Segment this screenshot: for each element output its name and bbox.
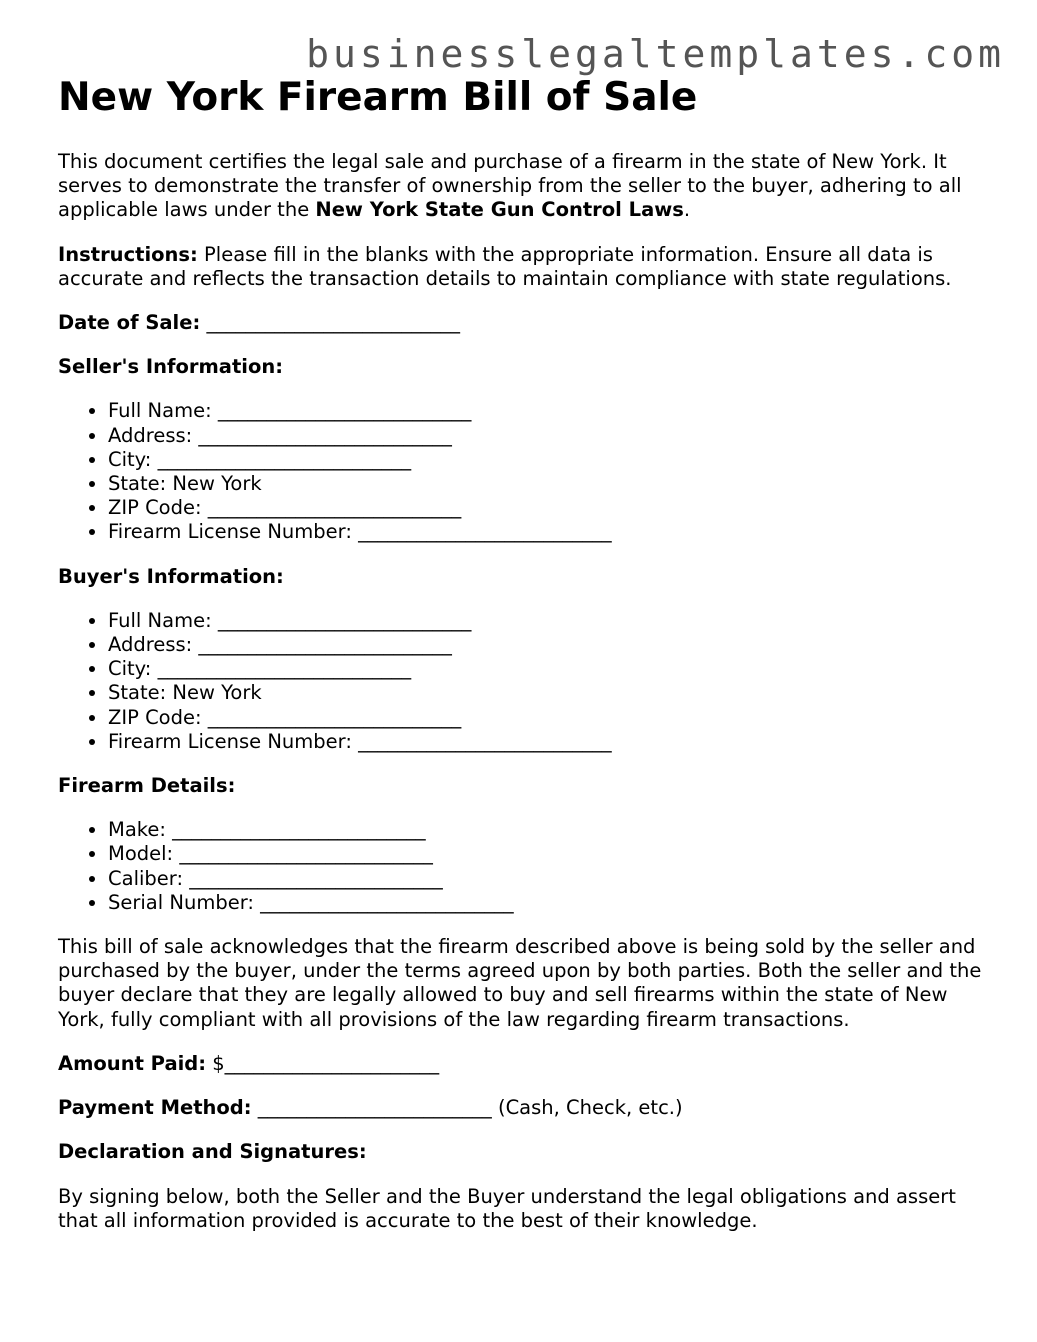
buyer-zip-field: • ZIP Code: __________________________ bbox=[108, 706, 988, 730]
amount-paid-field: $______________________ bbox=[206, 1051, 440, 1075]
buyer-full-name-field: • Full Name: __________________________ bbox=[108, 609, 988, 633]
instructions-paragraph bbox=[58, 243, 988, 291]
acknowledgement-paragraph: This bill of sale acknowledges that the firearm described above is being sold by the seller and purchased by the buyer, under the terms agreed upon by both parties. Both the seller and the buyer declare that they are legally allowed to buy and sell firearms within the state of New York, fully compliant with all provisions of the law regarding firearm transactions. bbox=[58, 935, 982, 1031]
seller-heading: Seller's Information: bbox=[58, 355, 284, 379]
seller-state-field: • State: New York bbox=[108, 472, 988, 496]
instructions-text: Please fill in the blanks with the appropriate information. Ensure all data is accurate and reflects the transaction details to maintain compliance with state regulations. bbox=[58, 242, 952, 290]
seller-address-field: • Address: __________________________ bbox=[108, 424, 988, 448]
site-watermark: businesslegaltemplates.com bbox=[306, 32, 1005, 76]
buyer-city-field: • City: __________________________ bbox=[108, 657, 988, 681]
amount-paid-line bbox=[58, 1052, 988, 1076]
document-title: New York Firearm Bill of Sale bbox=[58, 75, 698, 120]
date-of-sale-line bbox=[58, 311, 988, 335]
buyer-fields-list bbox=[58, 609, 988, 754]
document-body bbox=[58, 72, 988, 1233]
amount-paid-label: Amount Paid: bbox=[58, 1051, 207, 1075]
buyer-state-field: • State: New York bbox=[108, 681, 988, 705]
seller-fields-list bbox=[58, 399, 988, 544]
payment-method-field: ________________________ (Cash, Check, etc.) bbox=[251, 1096, 683, 1120]
intro-end: . bbox=[683, 198, 691, 222]
payment-method-line bbox=[58, 1096, 988, 1120]
date-of-sale-field: __________________________ bbox=[200, 311, 460, 335]
intro-paragraph bbox=[58, 150, 988, 223]
buyer-heading: Buyer's Information: bbox=[58, 564, 284, 588]
firearm-make-field: • Make: __________________________ bbox=[108, 818, 988, 842]
firearm-heading: Firearm Details: bbox=[58, 774, 236, 798]
firearm-serial-field: • Serial Number: __________________________ bbox=[108, 891, 988, 915]
seller-city-field: • City: __________________________ bbox=[108, 448, 988, 472]
buyer-address-field: • Address: __________________________ bbox=[108, 633, 988, 657]
date-of-sale-label: Date of Sale: bbox=[58, 311, 201, 335]
seller-full-name-field: • Full Name: __________________________ bbox=[108, 399, 988, 423]
seller-license-field: • Firearm License Number: __________________________ bbox=[108, 520, 988, 544]
law-name: New York State Gun Control Laws bbox=[315, 198, 684, 222]
declaration-paragraph: By signing below, both the Seller and the Buyer understand the legal obligations and assert that all information provided is accurate to the best of their knowledge. bbox=[58, 1184, 956, 1232]
firearm-fields-list bbox=[58, 818, 988, 915]
firearm-caliber-field: • Caliber: __________________________ bbox=[108, 867, 988, 891]
payment-method-label: Payment Method: bbox=[58, 1096, 252, 1120]
buyer-license-field: • Firearm License Number: __________________________ bbox=[108, 730, 988, 754]
declaration-heading: Declaration and Signatures: bbox=[58, 1140, 367, 1164]
instructions-label: Instructions: bbox=[58, 242, 198, 266]
seller-zip-field: • ZIP Code: __________________________ bbox=[108, 496, 988, 520]
firearm-model-field: • Model: __________________________ bbox=[108, 842, 988, 866]
intro-text: This document certifies the legal sale and purchase of a firearm in the state of New York. It serves to demonstrate the transfer of ownership from the seller to the buyer, adhering to all applicable laws under the bbox=[58, 150, 962, 222]
